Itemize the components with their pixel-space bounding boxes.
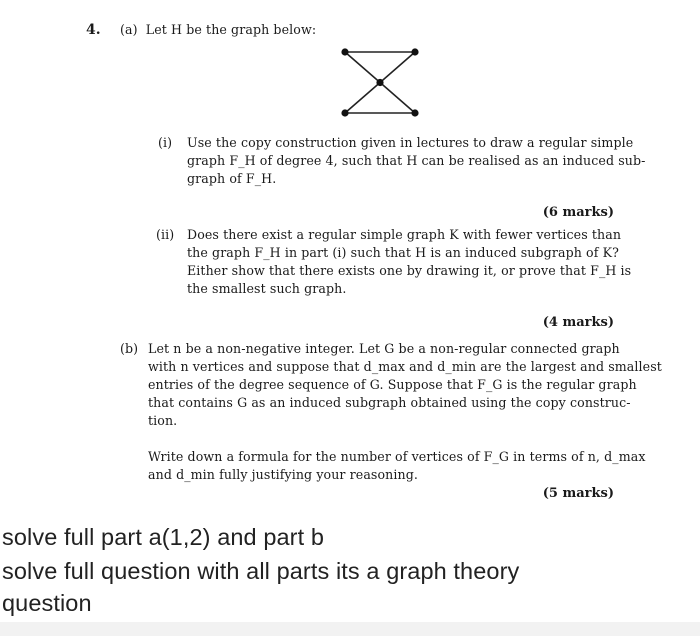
sub-ii-marks: (4 marks) [542,315,614,330]
part-b-marks: (5 marks) [542,486,614,501]
graph-vertex-top-left [341,48,348,55]
sub-i-line-3: graph of F_H. [187,171,277,186]
part-b-line-2: with n vertices and suppose that d_max and d_min are the largest and smallest [148,359,662,374]
sub-ii-line-4: the smallest such graph. [187,281,347,296]
part-b-line-7: and d_min fully justifying your reasoning. [148,467,418,482]
graph-vertex-bottom-right [411,109,418,116]
request-line-1: solve full part a(1,2) and part b [2,524,325,550]
part-a-intro-text: Let H be the graph below: [145,22,317,37]
graph-h-figure [330,42,440,122]
part-a-label: (a) [120,22,138,37]
request-line-2: solve full question with all parts its a graph theory [2,558,520,584]
question-number: 4. [86,22,101,38]
graph-vertex-top-right [411,48,418,55]
part-b-label: (b) [120,341,139,356]
graph-vertex-center [376,79,383,86]
part-a-intro [120,21,316,39]
part-b-line-6: Write down a formula for the number of vertices of F_G in terms of n, d_max [148,449,646,464]
sub-i-line-2: graph F_H of degree 4, such that H can be realised as an induced sub- [187,153,646,168]
part-b-line-3: entries of the degree sequence of G. Suppose that F_G is the regular graph [148,377,637,392]
part-b-line-5: tion. [148,413,178,428]
request-line-3: question [2,590,92,616]
sub-ii-label: (ii) [156,227,175,242]
sub-i-marks: (6 marks) [542,205,614,220]
sub-i-line-1: Use the copy construction given in lectures to draw a regular simple [187,135,634,150]
part-b-line-1: Let n be a non-negative integer. Let G be a non-regular connected graph [148,341,620,356]
sub-ii-line-3: Either show that there exists one by drawing it, or prove that F_H is [187,263,632,278]
bottom-strip [0,622,700,636]
sub-ii-line-2: the graph F_H in part (i) such that H is an induced subgraph of K? [187,245,619,260]
sub-ii-line-1: Does there exist a regular simple graph K with fewer vertices than [187,227,622,242]
graph-vertex-bottom-left [341,109,348,116]
sub-i-label: (i) [158,135,173,150]
part-b-line-4: that contains G as an induced subgraph obtained using the copy construc- [148,395,631,410]
